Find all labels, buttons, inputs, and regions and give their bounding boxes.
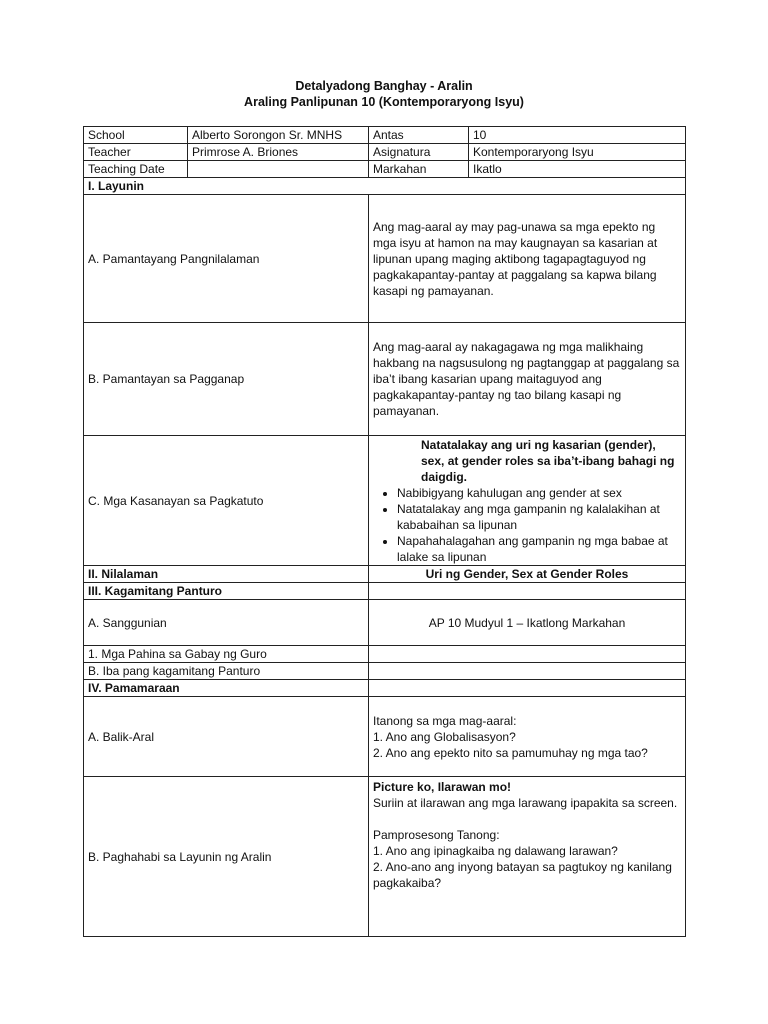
row-paghahabi: [84, 777, 686, 937]
pahina-gabay-label: 1. Mga Pahina sa Gabay ng Guro: [84, 646, 369, 663]
antas-label: Antas: [369, 127, 469, 144]
row-nilalaman: [84, 566, 686, 583]
teacher-value: Primrose A. Briones: [188, 144, 369, 161]
row-pahina-gabay: [84, 646, 686, 663]
kasanayan-bullet: • Nabibigyang kahulugan ang gender at sex: [397, 485, 681, 501]
row-iba-pang-kagamitan: [84, 663, 686, 680]
kasanayan-content: [369, 436, 686, 566]
pamantayan-pagganap-label: B. Pamantayan sa Pagganap: [84, 323, 369, 436]
iba-pang-kagamitan-value: [369, 663, 686, 680]
paghahabi-question: 2. Ano-ano ang inyong batayan sa pagtukoy ng kanilang pagkakaiba?: [373, 860, 672, 890]
pamantayang-pangnilalaman-text: Ang mag-aaral ay may pag-unawa sa mga epekto ng mga isyu at hamon na may kaugnayan sa kasarian at lipunan upang maging aktibong tagapagtaguyod ng pagkakapantay-pantay at paggalang sa kapwa bilang kasapi ng pamayanan.: [369, 195, 686, 323]
iba-pang-kagamitan-label: B. Iba pang kagamitang Panturo: [84, 663, 369, 680]
row-school: [84, 127, 686, 144]
paghahabi-instruction: Suriin at ilarawan ang mga larawang ipapakita sa screen.: [373, 796, 678, 810]
pamamaraan-heading: IV. Pamamaraan: [84, 680, 369, 697]
kasanayan-bullet-list: [373, 485, 681, 565]
sanggunian-label: A. Sanggunian: [84, 600, 369, 646]
paghahabi-activity-title: Picture ko, Ilarawan mo!: [373, 780, 512, 794]
row-pamamaraan-heading: [84, 680, 686, 697]
paghahabi-label: B. Paghahabi sa Layunin ng Aralin: [84, 777, 369, 937]
row-kagamitan-heading: [84, 583, 686, 600]
paghahabi-questions-heading: Pamprosesong Tanong:: [373, 828, 500, 842]
row-kasanayan: [84, 436, 686, 566]
kagamitan-heading: III. Kagamitang Panturo: [84, 583, 369, 600]
sanggunian-value: AP 10 Mudyul 1 – Ikatlong Markahan: [369, 600, 686, 646]
balik-aral-content: [369, 697, 686, 777]
nilalaman-heading: II. Nilalaman: [84, 566, 369, 583]
date-value: [188, 161, 369, 178]
school-value: Alberto Sorongon Sr. MNHS: [188, 127, 369, 144]
paghahabi-question: 1. Ano ang ipinagkaiba ng dalawang larawan?: [373, 844, 618, 858]
nilalaman-value: Uri ng Gender, Sex at Gender Roles: [369, 566, 686, 583]
pamantayang-pangnilalaman-label: A. Pamantayang Pangnilalaman: [84, 195, 369, 323]
markahan-value: Ikatlo: [469, 161, 686, 178]
balik-aral-line: 1. Ano ang Globalisasyon?: [373, 729, 516, 744]
pamantayan-pagganap-text: Ang mag-aaral ay nakagagawa ng mga malikhaing hakbang na nagsusulong ng pagtanggap at paggalang sa iba’t ibang kasarian upang maitaguyod ang pagkakapantay-pantay ng tao bilang kasapi ng pamayanan.: [369, 323, 686, 436]
paghahabi-content: [369, 777, 686, 937]
teacher-label: Teacher: [84, 144, 188, 161]
kasanayan-bullet: • Napahahalagahan ang gampanin ng mga babae at lalake sa lipunan: [397, 533, 681, 565]
asignatura-value: Kontemporaryong Isyu: [469, 144, 686, 161]
balik-aral-line: Itanong sa mga mag-aaral:: [373, 713, 517, 728]
asignatura-label: Asignatura: [369, 144, 469, 161]
lesson-plan-table: [83, 126, 686, 937]
kasanayan-label: C. Mga Kasanayan sa Pagkatuto: [84, 436, 369, 566]
pamamaraan-heading-blank: [369, 680, 686, 697]
date-label: Teaching Date: [84, 161, 188, 178]
markahan-label: Markahan: [369, 161, 469, 178]
kasanayan-bullet: • Natatalakay ang mga gampanin ng kalalakihan at kababaihan sa lipunan: [397, 501, 681, 533]
pahina-gabay-value: [369, 646, 686, 663]
row-sanggunian: [84, 600, 686, 646]
document-title: Detalyadong Banghay - Aralin: [295, 79, 473, 93]
balik-aral-label: A. Balik-Aral: [84, 697, 369, 777]
kasanayan-intro: Natatalakay ang uri ng kasarian (gender), sex, at gender roles sa iba’t-ibang bahagi ng daigdig.: [421, 437, 675, 484]
row-layunin-heading: [84, 178, 686, 195]
row-balik-aral: [84, 697, 686, 777]
school-label: School: [84, 127, 188, 144]
antas-value: 10: [469, 127, 686, 144]
row-pamantayang-pangnilalaman: [84, 195, 686, 323]
spacer: [373, 811, 681, 827]
layunin-heading: I. Layunin: [84, 178, 686, 195]
kagamitan-heading-blank: [369, 583, 686, 600]
document-subtitle: Araling Panlipunan 10 (Kontemporaryong Isyu): [244, 95, 524, 109]
row-date: [84, 161, 686, 178]
balik-aral-line: 2. Ano ang epekto nito sa pamumuhay ng mga tao?: [373, 745, 648, 760]
row-pamantayan-pagganap: [84, 323, 686, 436]
row-teacher: [84, 144, 686, 161]
